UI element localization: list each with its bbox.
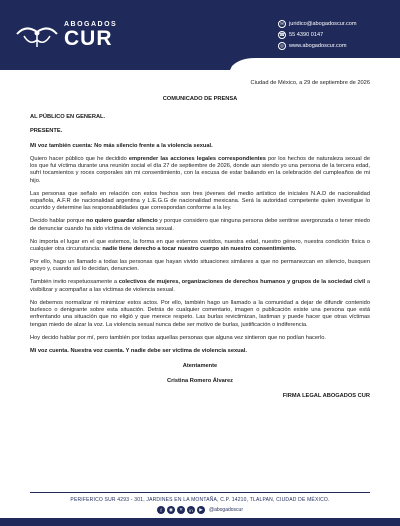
paragraph-1: Quiero hacer público que he decidido emprender las acciones legales correspondientes por los hechos de naturaleza sexual de los que fui víctima durante una reunión social el día 27 de septiembre de 2026, donde aun siendo yo una persona de la tercera edad, sufrí tocamientos y roces corporales sin mi consentimiento, con la excusa de estar bailando en la celebración del cumpleaños de mi hijo. [30,155,370,184]
footer-band [0,518,400,526]
contact-phone[interactable]: ☎ 55 4390 0147 [279,31,324,38]
facebook-icon[interactable]: f [157,506,165,514]
contact-website[interactable]: ◎ www.abogadoscur.com [278,40,357,51]
x-icon[interactable]: ✕ [177,506,185,514]
contact-block [278,18,357,51]
phone-icon: ☎ [279,31,285,37]
document-title: COMUNICADO DE PRENSA [162,96,238,103]
brand-big-text: CUR [64,27,113,50]
footer-address: PERIFERICO SUR 4293 - 301, JARDINES EN LA MONTAÑA, C.P. 14210, TLALPAN, CIUDAD DE MÉXICO. [70,497,330,503]
firm-signature: FIRMA LEGAL ABOGADOS CUR [282,392,370,399]
headline: Mi voz también cuenta: No más silencio frente a la violencia sexual. [30,142,213,149]
brand-small-text: ABOGADOS [64,21,118,28]
document-date: Ciudad de México, a 29 de septiembre de 2026 [250,80,370,86]
closing-statement: Mi voz cuenta. Nuestra voz cuenta. Y nadie debe ser víctima de violencia sexual. [30,347,247,354]
paragraph-5: Por ello, hago un llamado a todas las personas que hayan vivido situaciones similares a que no permanezcan en silencio, busquen apoyo y, cuando así lo decidan, denuncien. [30,259,370,273]
paragraph-4: No importa el lugar en el que estemos, la forma en que estemos vestidos, nuestra edad, nuestro género, nuestra condición física o cualquier otra circunstancia: nadie tiene derecho a tocar nuestro cuerpo sin nuestro consentimiento. [30,238,370,253]
globe-icon: ◎ [278,42,286,50]
brand-logo [14,20,117,50]
signer-name: Cristina Romero Álvarez [166,378,234,385]
social-links [0,506,400,514]
linkedin-icon[interactable]: in [187,506,195,514]
paragraph-3: Decido hablar porque no quiero guardar silencio y porque considero que ninguna persona debe sentirse avergonzada o tener miedo de denunciar cuando ha sido víctima de violencia sexual. [30,218,371,232]
farewell: Atentamente [182,363,218,370]
instagram-icon[interactable]: ◉ [167,506,175,514]
youtube-icon[interactable]: ▶ [197,506,205,514]
addressee: AL PÚBLICO EN GENERAL. [30,113,106,120]
footer [0,488,400,526]
paragraph-8: Hoy decido hablar por mí, pero también por todas aquellas personas que alguna vez sintieron que no podían hacerlo. [30,334,326,341]
present-line: PRESENTE. [30,128,63,135]
contact-email[interactable]: ✉ juridico@abogadoscur.com [278,18,357,29]
paragraph-7: No debemos normalizar ni minimizar estos actos. Por ello, también hago un llamado a la comunidad a dejar de difundir contenido burlesco o denigrante sobre esta situación. Detrás de cualquier comentario, imagen o publicación existe una persona que está enfrentando una situación que no eligió y que merece respeto. Las burlas revictimizan, lastiman y puede hacer que otras víctimas tengan miedo de alzar la voz. La violencia sexual nunca debe ser motivo de burlas, justificación o indiferencia. [30,299,370,328]
paragraph-2: Las personas que señalo en relación con estos hechos son tres jóvenes del medio artístico de iniciales N.A.D de nacionalidad española, A.F.R de nacionalidad argentina y L.E.G.G de nacionalidad mexicana. Será la autoridad competente quien investigue lo ocurrido y determine las responsabilidades que correspondan conforme a la ley. [30,190,370,212]
letterhead [0,0,400,70]
email-icon: ✉ [278,20,286,28]
social-handle[interactable]: @abogadoscur [209,507,243,513]
press-release-body [30,78,370,400]
paragraph-6: También invito respetuosamente a colectivos de mujeres, organizaciones de derechos humanos y grupos de la sociedad civil a visibilizar y acompañar a las víctimas de violencia sexual. [30,279,370,293]
scales-logo-icon [14,20,60,50]
footer-divider [30,492,370,493]
